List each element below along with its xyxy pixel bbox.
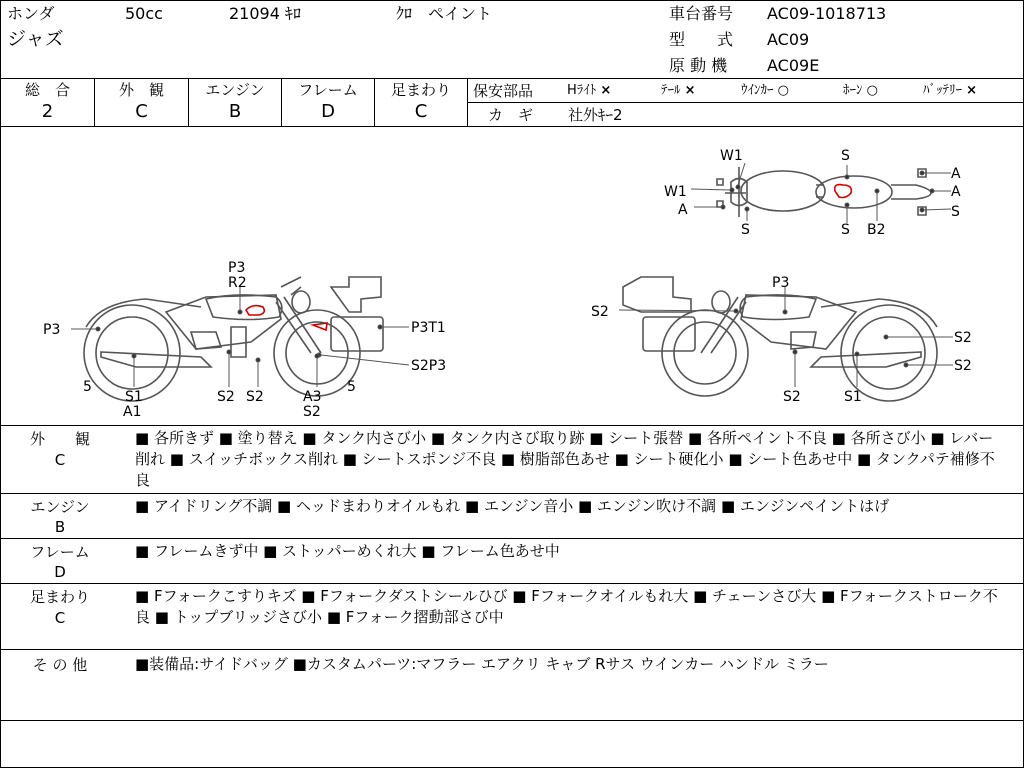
diagram-label: S [741,222,750,238]
section-grade-frame: D [54,563,66,581]
divider [467,102,1023,103]
safety-mark-battery: × [966,83,978,98]
type-value: AC09 [767,30,810,49]
engine-value: AC09E [767,56,820,75]
frame-no-label: 車台番号 [669,4,734,23]
key-value: 社外ｷｰ2 [568,106,623,124]
diagram-label: S2 [591,304,609,320]
diagram-label: S2 [303,404,321,420]
model-name: ジャズ [7,28,64,50]
grade-value-suspension: C [414,101,428,122]
displacement: 50cc [125,4,163,23]
bike-right-view [623,277,937,401]
section-grade-suspension: C [54,609,66,627]
damage-mark-left-bag [313,323,327,330]
section-label-engine: エンジン [30,498,90,516]
grade-value-overall: 2 [41,101,54,122]
section-text-other: ■装備品:サイドバッグ ■カスタムパーツ:マフラー エアクリ キャブ Rサス ウインカー ハンドル ミラー [135,655,829,673]
safety-item-headlight: Hﾗｲﾄ × [567,83,612,98]
safety-mark-winker: ○ [777,83,789,98]
diagram-label: P3 [43,322,61,338]
divider [1,538,1023,539]
safety-mark-horn: ○ [866,83,878,98]
damage-diagram [1,127,1023,425]
diagram-label: A [951,184,961,200]
diagram-label: S2 [954,358,972,374]
damage-mark-left-tank [246,306,264,315]
diagram-label: S1 [125,389,143,405]
safety-mark-tail: × [684,83,696,98]
diagram-label: S2P3 [411,358,447,374]
mileage: 21094 ｷﾛ [229,4,301,23]
diagram-label: W1 [720,148,743,164]
diagram-label: S2 [954,330,972,346]
section-label-suspension: 足まわり [29,588,90,606]
grade-value-exterior: C [135,101,148,122]
diagram-label: W1 [664,184,687,200]
diagram-label: S [951,204,960,220]
diagram-label: A1 [123,404,142,420]
diagram-label: R2 [228,275,247,291]
section-text-frame: ■ フレームきず中 ■ ストッパーめくれ大 ■ フレーム色あせ中 [135,542,560,560]
section-label-exterior: 外 観 [29,430,90,448]
diagram-label: P3 [772,275,790,291]
divider [1,720,1023,721]
diagram-label: S2 [246,389,264,405]
maker: ホンダ [7,4,55,23]
diagram-label: A3 [303,389,322,405]
grade-label-overall: 総 合 [24,81,70,99]
frame-no: AC09-1018713 [767,4,887,23]
diagram-label: 5 [347,379,356,395]
diagram-label: S2 [783,389,801,405]
section-text-suspension: ■ Fフォークこすりキズ ■ Fフォークダストシールひび ■ Fフォークオイルもれ大 ■ チェーンさび大 ■ Fフォークストローク不良 ■ トップブリッジさび小 ■ Fフォーク摺動部さび中 [135,587,998,626]
damage-mark-top [835,185,852,198]
diagram-label: S [841,148,850,164]
diagram-label: S2 [217,389,235,405]
grade-value-engine: B [228,101,242,122]
diagram-label: S1 [844,389,862,405]
grade-label-frame: フレーム [298,81,358,99]
diagram-label: P3 [228,260,246,276]
safety-item-winker: ｳｲﾝｶｰ ○ [741,83,789,98]
section-label-other: そ の 他 [32,656,88,674]
section-grade-exterior: C [54,451,66,469]
section-text-engine: ■ アイドリング不調 ■ ヘッドまわりオイルもれ ■ エンジン音小 ■ エンジン吹け不調 ■ エンジンペイントはげ [135,497,890,515]
grade-label-suspension: 足まわり [390,81,451,99]
divider [1,425,1023,426]
divider [1,493,1023,494]
section-text-exterior: ■ 各所きず ■ 塗り替え ■ タンク内さび小 ■ タンク内さび取り跡 ■ シート張替 ■ 各所ペイント不良 ■ 各所さび小 ■ レバー削れ ■ スイッチボックス削れ ■ シートスポンジ不良 ■ 樹脂部色あせ ■ シート硬化小 ■ シート色あせ中 ■ タンクパテ補修不良 [135,429,995,489]
safety-item-horn: ﾎｰﾝ ○ [843,83,878,98]
bike-left-view [84,277,383,401]
diagram-label: A [951,166,961,182]
diagram-label: 5 [83,379,92,395]
diagram-label: A [678,202,688,218]
divider [1,583,1023,584]
grade-label-engine: エンジン [205,81,265,99]
diagram-label: P3T1 [411,320,446,336]
safety-title: 保安部品 [473,82,534,100]
safety-item-tail: ﾃｰﾙ × [661,83,696,98]
section-label-frame: フレーム [30,543,90,561]
diagram-label: S [841,222,850,238]
diagram-label: B2 [867,222,886,238]
color: ｸﾛ ペイント [396,4,493,23]
grade-label-exterior: 外 観 [118,81,164,99]
divider [1,78,1023,79]
safety-mark-headlight: × [600,83,612,98]
grade-value-frame: D [321,101,335,122]
section-grade-engine: B [54,518,66,536]
key-label: カ ギ [488,106,534,124]
safety-item-battery: ﾊﾞｯﾃﾘｰ × [923,83,978,98]
engine-label: 原 動 機 [669,56,728,75]
divider [1,649,1023,650]
type-label: 型 式 [669,30,734,49]
